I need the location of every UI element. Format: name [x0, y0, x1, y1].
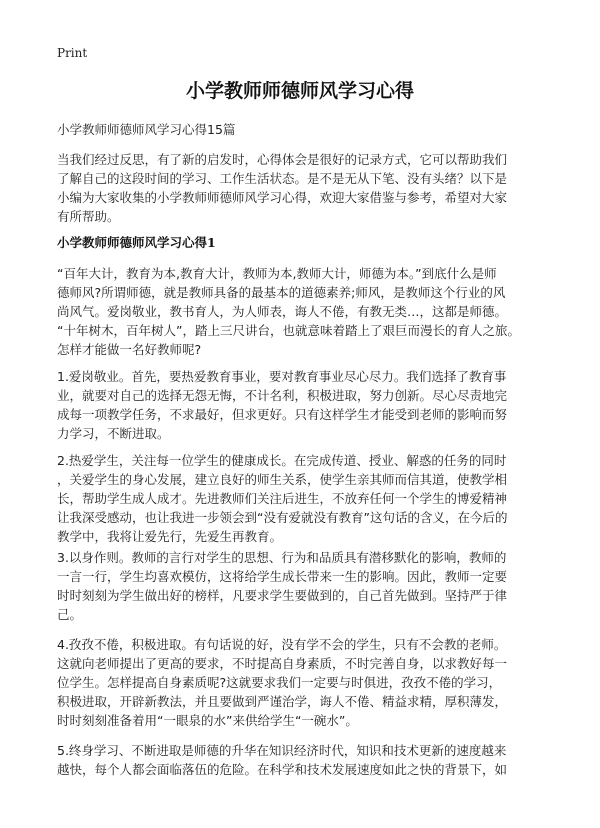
- intro-paragraph: 当我们经过反思，有了新的启发时，心得体会是很好的记录方式，它可以帮助我们 了解自己的这段时间的学习、工作生活状态。是不是无从下笔、没有头绪？以下是 小编为大家收集的小学教师师德师风学习心得，欢迎大家借鉴与参考，希望对大家 有所帮助。: [57, 152, 508, 224]
- body-paragraph-6: 5.终身学习、不断进取是师德的升华在知识经济时代，知识和技术更新的速度越来 越快，每个人都会面临落伍的危险。在科学和技术发展速度如此之快的背景下，如: [57, 743, 508, 777]
- body-paragraph-4: 3.以身作则。教师的言行对学生的思想、行为和品质具有潜移默化的影响，教师的 一言一行，学生均喜欢模仿，这将给学生成长带来一生的影响。因此，教师一定要 时时刻刻为学生做出好的榜样，凡要求学生要做到的，自己首先做到。坚持严于律 己。: [57, 550, 508, 622]
- page-title: 小学教师师德师风学习心得: [185, 80, 414, 102]
- body-paragraph-1: “百年大计，教育为本,教育大计，教师为本,教师大计，师德为本。”到底什么是师 德师风?所谓师德，就是教师具备的最基本的道德素养;师风，是教师这个行业的风 尚风气。爱岗敬业，教书育人，为人师表，诲人不倦，有教无类…，这都是师德。 “十年树木，百年树人”，踏上三尺讲台，也就意味着踏上了艰巨而漫长的育人之旅。 怎样才能做一名好教师呢?: [57, 266, 520, 357]
- body-paragraph-2: 1.爱岗敬业。首先，要热爱教育事业，要对教育事业尽心尽力。我们选择了教育事 业，就要对自己的选择无怨无悔，不计名利，积极进取，努力创新。尽心尽责地完 成每一项教学任务，不求最好，但求更好。只有这样学生才能受到老师的影响而努 力学习，不断进取。: [57, 369, 508, 441]
- print-link[interactable]: Print: [57, 46, 88, 60]
- body-paragraph-3: 2.热爱学生，关注每一位学生的健康成长。在完成传道、授业、解惑的任务的同时 ，关爱学生的身心发展，建立良好的师生关系，使学生亲其师而信其道，使教学相 长，帮助学生成人成才。先进教师们关注后进生，不放弃任何一个学生的博爱精神 让我深受感动，也让我进一步领会到“没有爱就没有教育”这句话的含义，在今后的 教学中，我将让爱先行，先爱生再教育。: [57, 453, 508, 544]
- document-subtitle: 小学教师师德师风学习心得15篇: [57, 122, 236, 137]
- section-heading: 小学教师师德师风学习心得1: [57, 235, 216, 250]
- body-paragraph-5: 4.孜孜不倦，积极进取。有句话说的好，没有学不会的学生，只有不会教的老师。 这就向老师提出了更高的要求，不时提高自身素质，不时完善自身，以求教好每一 位学生。怎样提高自身素质呢?这就要求我们一定要与时俱进，孜孜不倦的学习， 积极进取，开辟新教法，并且要做到严谨治学，诲人不倦、精益求精，厚积薄发， 时时刻刻准备着用“一眼泉的水”来供给学生“一碗水”。: [57, 637, 508, 728]
